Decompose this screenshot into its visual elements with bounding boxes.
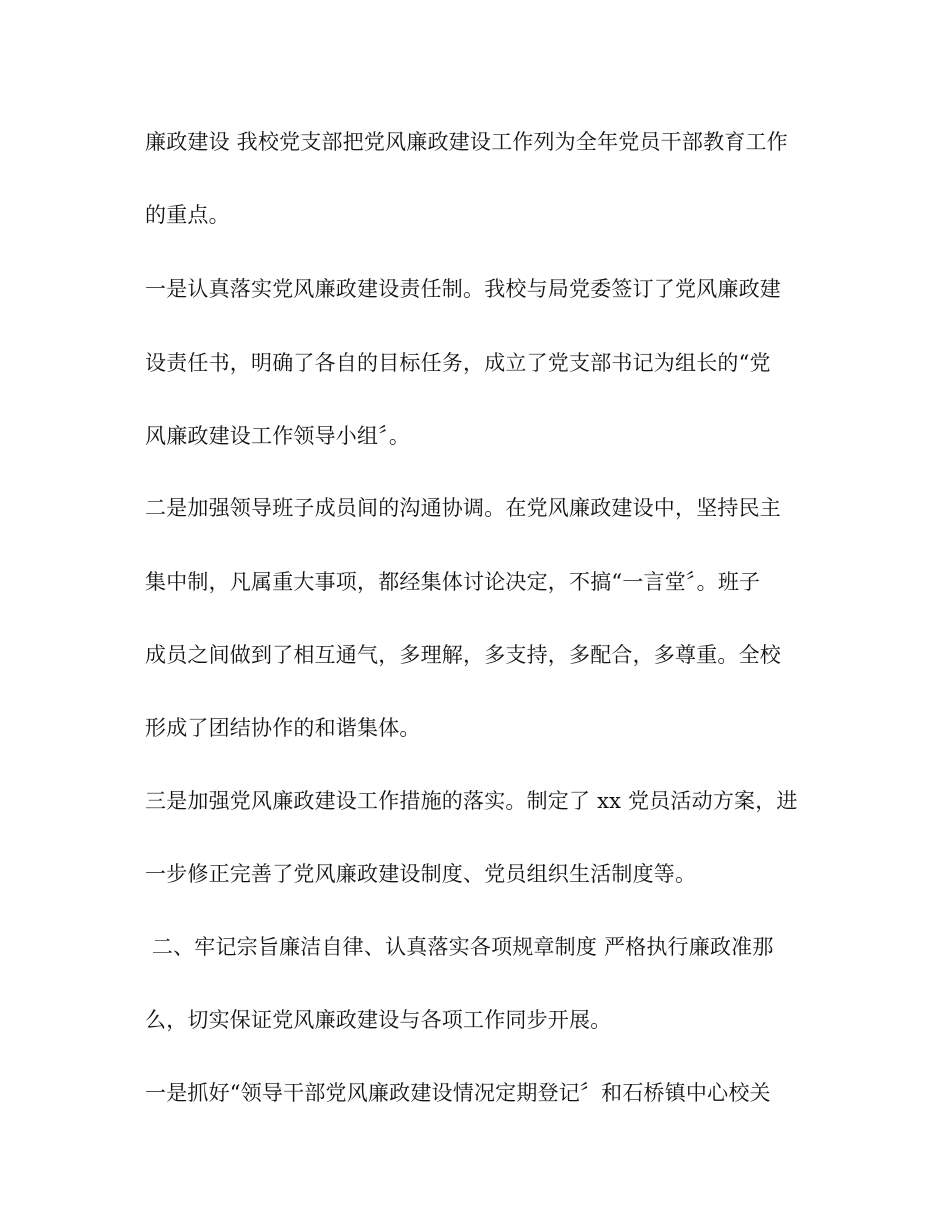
text-line: 形成了团结协作的和谐集体。	[145, 716, 421, 740]
text-line: 设责任书，明确了各自的目标任务，成立了党支部书记为组长的“党	[145, 351, 771, 375]
text-line: 成员之间做到了相互通气，多理解，多支持，多配合，多尊重。全校	[145, 643, 781, 667]
text-line: 二、牢记宗旨廉洁自律、认真落实各项规章制度 严格执行廉政准那	[145, 935, 774, 959]
text-line: 一是抓好“领导干部党风廉政建设情况定期登记〞和石桥镇中心校关	[145, 1081, 771, 1105]
text-line: 的重点。	[145, 203, 230, 227]
text-line: 一是认真落实党风廉政建设责任制。我校与局党委签订了党风廉政建	[145, 277, 781, 301]
text-line: 集中制，凡属重大事项，都经集体讨论决定，不搞“一言堂〞。班子	[145, 570, 761, 594]
text-line: 一步修正完善了党风廉政建设制度、党员组织生活制度等。	[145, 862, 697, 886]
text-line: 廉政建设 我校党支部把党风廉政建设工作列为全年党员干部教育工作	[145, 130, 788, 154]
text-line: 二是加强领导班子成员间的沟通协调。在党风廉政建设中，坚持民主	[145, 496, 781, 520]
text-line: 么，切实保证党风廉政建设与各项工作同步开展。	[145, 1008, 612, 1032]
text-line: 风廉政建设工作领导小组〞。	[145, 424, 411, 448]
text-line: 三是加强党风廉政建设工作措施的落实。制定了 xx 党员活动方案，进	[145, 789, 798, 813]
